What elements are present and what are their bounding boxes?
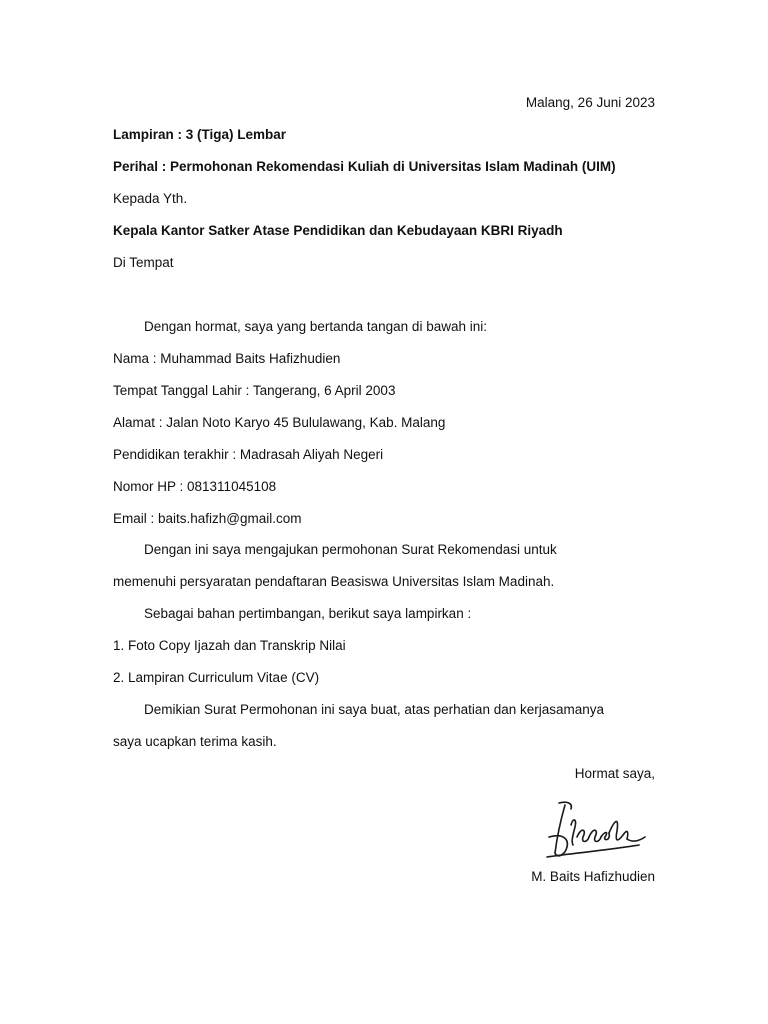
field-name: Nama : Muhammad Baits Hafizhudien <box>113 351 341 366</box>
field-email: Email : baits.hafizh@gmail.com <box>113 511 302 526</box>
closing-line-1: Demikian Surat Permohonan ini saya buat, atas perhatian dan kerjasamanya <box>144 702 605 717</box>
closing-line-2: saya ucapkan terima kasih. <box>113 734 277 749</box>
valediction: Hormat saya, <box>574 766 655 781</box>
field-birth: Tempat Tanggal Lahir : Tangerang, 6 April 2003 <box>113 383 396 398</box>
place-date: Malang, 26 Juni 2023 <box>525 95 655 110</box>
recipient: Kepala Kantor Satker Atase Pendidikan dan Kebudayaan KBRI Riyadh <box>113 223 563 238</box>
attachment-item-2: 2. Lampiran Curriculum Vitae (CV) <box>113 670 320 685</box>
handwritten-signature <box>543 797 655 867</box>
field-phone: Nomor HP : 081311045108 <box>113 479 277 494</box>
field-address: Alamat : Jalan Noto Karyo 45 Bululawang, Kab. Malang <box>113 415 446 430</box>
opening-paragraph: Dengan hormat, saya yang bertanda tangan di bawah ini: <box>144 319 487 334</box>
body-paragraph-1-line-1: Dengan ini saya mengajukan permohonan Surat Rekomendasi untuk <box>144 542 557 557</box>
attachment-count: Lampiran : 3 (Tiga) Lembar <box>113 127 287 142</box>
attachment-item-1: 1. Foto Copy Ijazah dan Transkrip Nilai <box>113 638 346 653</box>
to-greeting: Kepada Yth. <box>113 191 188 206</box>
body-paragraph-2: Sebagai bahan pertimbangan, berikut saya lampirkan : <box>144 606 472 621</box>
field-education: Pendidikan terakhir : Madrasah Aliyah Negeri <box>113 447 384 462</box>
body-paragraph-1-line-2: memenuhi persyaratan pendaftaran Beasiswa Universitas Islam Madinah. <box>113 574 555 589</box>
subject-line: Perihal : Permohonan Rekomendasi Kuliah di Universitas Islam Madinah (UIM) <box>113 159 616 174</box>
recipient-location: Di Tempat <box>113 255 174 270</box>
signer-name: M. Baits Hafizhudien <box>531 869 655 884</box>
